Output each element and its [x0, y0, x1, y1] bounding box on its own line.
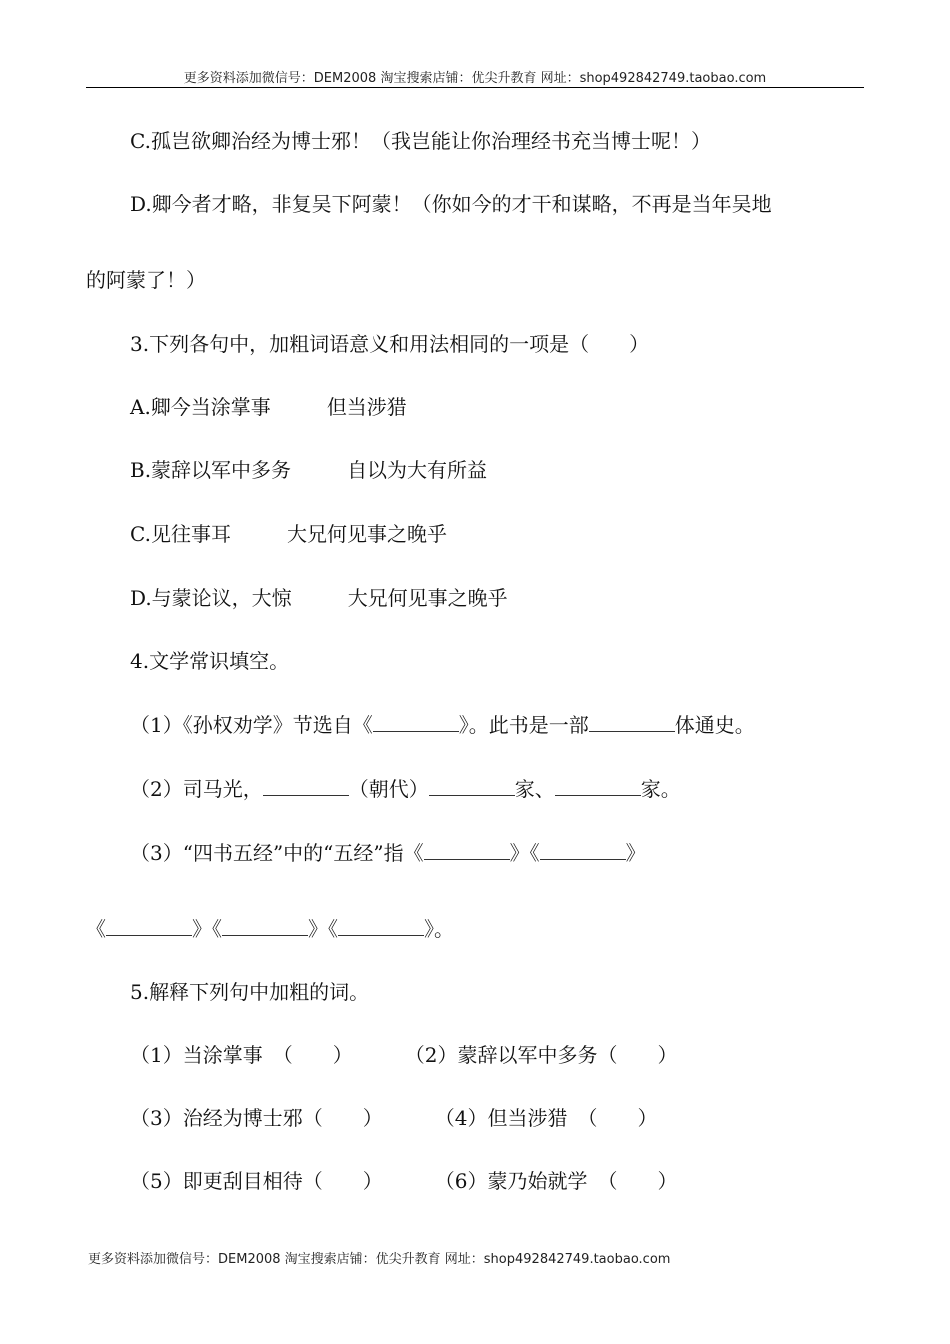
fill-blank[interactable]: [540, 839, 626, 860]
page-footer: 更多资料添加微信号：DEM2008 淘宝搜索店铺：优尖升教育 网址：shop492842749.taobao.com: [88, 1252, 671, 1267]
q3-option-d-right: 大兄何见事之晚乎: [347, 586, 508, 610]
q5-item3: （3）治经为博士邪（ ）: [130, 1106, 383, 1130]
q4-sub2-text-c: 家、: [514, 777, 555, 801]
q4-sub2-text-a: （2）司马光，: [130, 777, 263, 801]
q3-stem: 3.下列各句中，加粗词语意义和用法相同的一项是（ ）: [130, 332, 650, 356]
fill-blank[interactable]: [373, 711, 459, 732]
q4-sub1: [130, 711, 755, 739]
fill-blank[interactable]: [222, 915, 308, 936]
q4-sub1-text-c: 体通史。: [674, 713, 755, 737]
q3-option-a-right: 但当涉猎: [326, 395, 407, 419]
q3-option-c: [130, 520, 447, 548]
q4-sub3: [130, 839, 646, 867]
q5-item1: （1）当涂掌事 （ ）: [130, 1043, 353, 1067]
fill-blank[interactable]: [424, 839, 510, 860]
q3-option-b-right: 自以为大有所益: [347, 458, 488, 482]
q3-option-c-right: 大兄何见事之晚乎: [286, 522, 447, 546]
q5-item6: （6）蒙乃始就学 （ ）: [434, 1169, 678, 1193]
q3-option-b-left: B.蒙辞以军中多务: [130, 458, 292, 482]
q4-sub3-text-e: 》《: [192, 917, 222, 941]
q5-row3: [130, 1167, 677, 1195]
q4-sub3-text-g: 》。: [424, 917, 454, 941]
q2-option-d-line1: D.卿今者才略，非复吴下阿蒙！（你如今的才干和谋略，不再是当年吴地: [130, 192, 772, 216]
q4-sub3-text-f: 》《: [308, 917, 338, 941]
q3-option-a-left: A.卿今当涂掌事: [130, 395, 271, 419]
fill-blank[interactable]: [589, 711, 675, 732]
q4-sub3-text-d: 《: [86, 917, 106, 941]
fill-blank[interactable]: [263, 775, 349, 796]
q3-option-b: [130, 456, 487, 484]
header-divider: [86, 87, 864, 88]
q4-sub2-text-b: （朝代）: [348, 777, 429, 801]
q4-sub1-text-a: （1）《孙权劝学》节选自《: [130, 713, 373, 737]
fill-blank[interactable]: [338, 915, 424, 936]
q5-item4: （4）但当涉猎 （ ）: [434, 1106, 658, 1130]
q3-option-a: [130, 393, 407, 421]
fill-blank[interactable]: [106, 915, 192, 936]
q4-sub2: [130, 775, 681, 803]
q5-row1: [130, 1041, 677, 1069]
q3-option-d: [130, 584, 508, 612]
q5-item2: （2）蒙辞以军中多务（ ）: [404, 1043, 678, 1067]
q4-sub3-continued: [86, 915, 454, 943]
q4-stem: 4.文学常识填空。: [130, 649, 290, 673]
q3-option-c-left: C.见往事耳: [130, 522, 231, 546]
q4-sub3-text-a: （3）“四书五经”中的“五经”指《: [130, 841, 424, 865]
q4-sub3-text-b: 》《: [509, 841, 540, 865]
q5-item5: （5）即更刮目相待（ ）: [130, 1169, 383, 1193]
q2-option-d-line2: 的阿蒙了！）: [86, 268, 206, 292]
q5-row2: [130, 1104, 657, 1132]
q2-option-c: C.孤岂欲卿治经为博士邪！（我岂能让你治理经书充当博士呢！）: [130, 129, 711, 153]
q4-sub1-text-b: 》。此书是一部: [458, 713, 589, 737]
page-header: 更多资料添加微信号：DEM2008 淘宝搜索店铺：优尖升教育 网址：shop492842749.taobao.com: [183, 71, 767, 86]
fill-blank[interactable]: [429, 775, 515, 796]
q5-stem: 5.解释下列句中加粗的词。: [130, 980, 370, 1004]
q4-sub2-text-d: 家。: [640, 777, 681, 801]
fill-blank[interactable]: [555, 775, 641, 796]
q4-sub3-text-c: 》: [625, 841, 646, 865]
q3-option-d-left: D.与蒙论议，大惊: [130, 586, 292, 610]
